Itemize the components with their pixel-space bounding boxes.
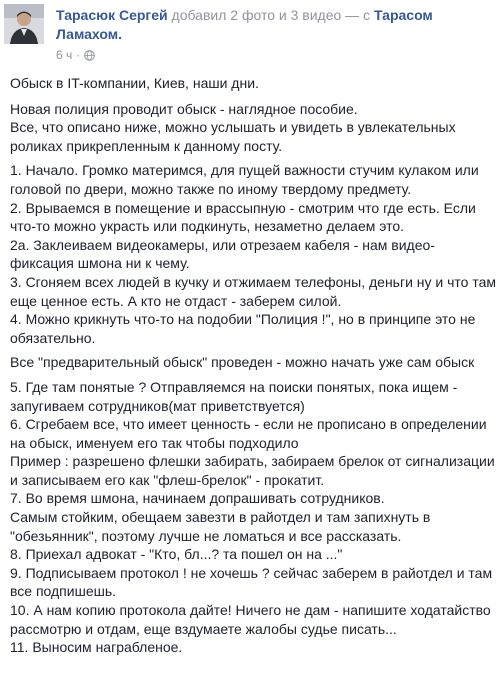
post-header <box>0 0 504 62</box>
globe-icon[interactable] <box>84 50 95 61</box>
meta-separator: · <box>76 48 81 62</box>
post-paragraph-steps-2: 5. Где там понятые ? Отправляемся на поиски понятых, пока ищем - запугиваем сотрудников(мат приветствуется) 6. Сгребаем все, что имеет ценность - если не прописано в определении на обыск, именуем его так чтобы подходило Пример : разрешено флешки забирать, забираем брелок от сигнализации и записываем его как "флеш-брелок" - прокатит. 7. Во время шмона, начинаем допрашивать сотрудников. Самым стойким, обещаем завезти в райотдел и там запихнуть в "обезьянник", поэтому лучше не ломаться и все рассказать. 8. Приехал адвокат - "Кто, бл...? та пошел он на ..." 9. Подписываем протокол ! не хочешь ? сейчас заберем в райотдел и там все подпишешь. 10. А нам копию протокола дайте! Ничего не дам - напишите ходатайство рассмотрю и отдам, еще вздумаете жалобы судье писать... 11. Выносим награбленое. <box>10 378 495 656</box>
author-avatar[interactable] <box>4 4 44 44</box>
post-paragraph-steps-1: 1. Начало. Громко материмся, для пущей важности стучим кулаком или головой по двери, можно также по иному твердому предмету. 2. Врываемся в помещение и врассыпную - смотрим что где есть. Если что-то можно украсть или подкинуть, незаметно делаем это. 2a. Заклеиваем видеокамеры, или отрезаем кабеля - нам видео-фиксация шмона ни к чему. 3. Сгоняем всех людей в кучку и отжимаем телефоны, деньги ну и что там еще ценное есть. А кто не отдаст - заберем силой. 4. Можно крикнуть что-то на подобии "Полиция !", но в принципе это не обязательно. <box>10 162 497 346</box>
post-meta <box>56 48 95 62</box>
post-text <box>10 74 498 663</box>
post-action-text: добавил 2 фото и 3 видео — с <box>171 7 371 23</box>
post-author-line <box>56 6 496 44</box>
author-name-link[interactable]: Тарасюк Сергей <box>56 7 168 23</box>
post-timestamp[interactable]: 6 ч <box>56 48 73 62</box>
tagged-person-link[interactable]: Тарасом Ламахом. <box>56 7 433 42</box>
post-paragraph-intro: Новая полиция проводит обыск - наглядное пособие. Все, что описано ниже, можно услышать и увидеть в увлекательных роликах прикрепленным к данному посту. <box>10 100 456 154</box>
user-photo-icon <box>4 4 44 44</box>
post-paragraph-title: Обыск в IT-компании, Киев, наши дни. <box>10 75 259 91</box>
post-paragraph-note: Все "предварительный обыск" проведен - можно начать уже сам обыск <box>10 354 475 371</box>
